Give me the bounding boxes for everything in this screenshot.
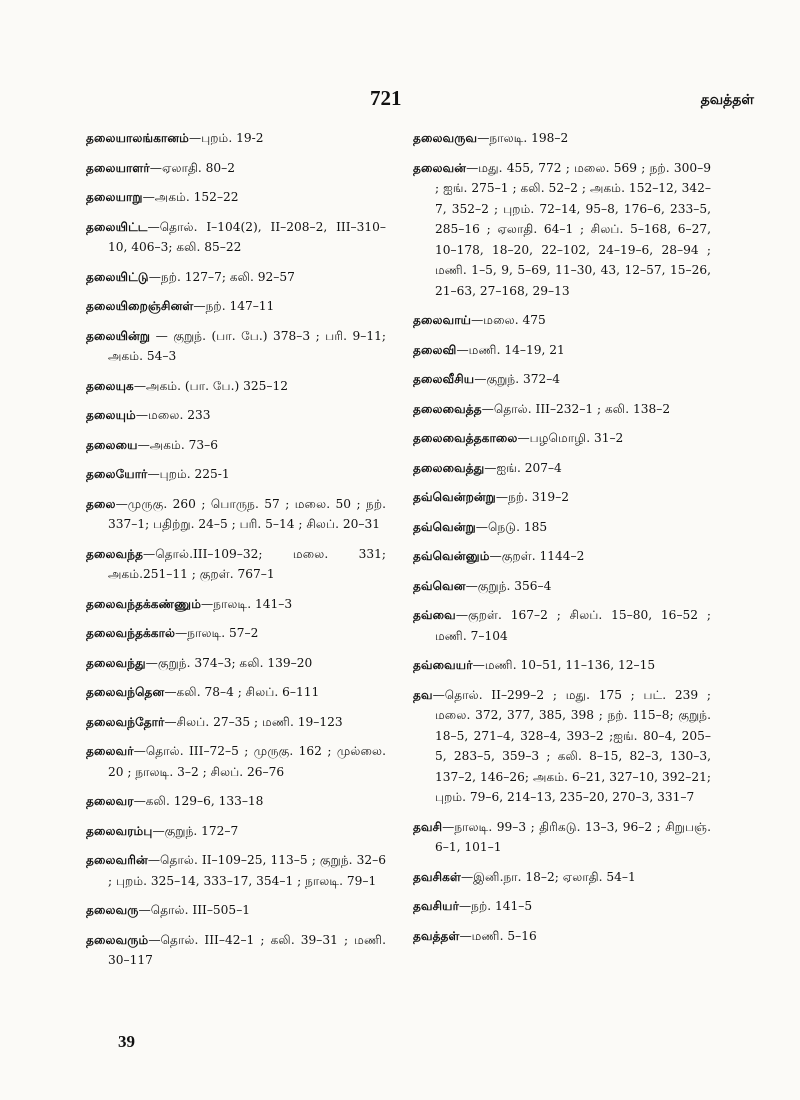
index-entry xyxy=(413,817,711,858)
entry-references: —நற். 319–2 xyxy=(495,490,570,504)
entry-references: —தொல். III–232–1 ; கலி. 138–2 xyxy=(481,401,671,416)
entry-references: —மணி. 14–19, 21 xyxy=(456,342,565,357)
index-entry xyxy=(413,926,711,947)
entry-headword: தலையாளர் xyxy=(86,160,150,175)
entry-references: —தொல். III–72–5 ; முருகு. 162 ; முல்லை. 20 ; நாலடி. 3–2 ; சிலப். 26–76 xyxy=(108,744,386,779)
entry-references: —அகம். 73–6 xyxy=(137,437,219,452)
index-entry xyxy=(413,867,711,888)
index-entry xyxy=(413,517,711,538)
entry-references: —மது. 455, 772 ; மலை. 569 ; நற். 300–9 ; ஐங். 275–1 ; கலி. 52–2 ; அகம். 152–12, 342–7, 352–2 ; புறம். 72–14, 95–8, 176–6, 233–5, 285–16 ; ஏலாதி. 64–1 ; சிலப். 5–168, 6–27, 10–178, 18–20, 22–102, 24–19–6, 28–94 ; மணி. 1–5, 9, 5–69, 11–30, 43, 12–57, 15–26, 21–63, 27–168, 29–13 xyxy=(435,160,711,298)
entry-headword: தவசியர் xyxy=(413,899,459,913)
entry-headword: தவத்தள் xyxy=(413,928,460,943)
index-entry xyxy=(413,896,711,917)
entry-headword: தலைவீசிய xyxy=(413,372,475,386)
entry-headword: தலையாறு xyxy=(86,190,143,204)
entry-references: —நற். 141–5 xyxy=(458,899,533,913)
entry-references: —குறள். 167–2 ; சிலப். 15–80, 16–52 ; மணி. 7–104 xyxy=(435,608,711,643)
entry-references: —மணி. 5–16 xyxy=(459,928,537,943)
entry-headword: தவ்வையர் xyxy=(413,658,473,672)
index-entry xyxy=(413,546,711,567)
index-entry xyxy=(86,405,386,426)
index-entry xyxy=(413,158,711,302)
entry-references: —நாலடி. 57–2 xyxy=(175,626,259,640)
index-entry xyxy=(413,399,711,420)
entry-headword: தலையை xyxy=(86,437,138,452)
entry-references: —முருகு. 260 ; பொருந. 57 ; மலை. 50 ; நற். 337–1; பதிற்று. 24–5 ; பரி. 5–14 ; சிலப். 20–31 xyxy=(108,496,386,531)
entry-headword: தவ்வென்றன்று xyxy=(413,490,496,504)
signature-mark: 39 xyxy=(118,1032,135,1051)
index-entry xyxy=(86,128,386,149)
entry-headword: தவசி xyxy=(413,819,443,834)
index-entry xyxy=(86,712,386,733)
entry-headword: தலைவர் xyxy=(86,744,134,758)
right-column xyxy=(413,128,711,955)
entry-references: —தொல். III–505–1 xyxy=(138,903,251,917)
index-entry xyxy=(413,128,711,149)
entry-references: —நெடு. 185 xyxy=(475,519,548,534)
entry-references: —புறம். 225-1 xyxy=(147,467,230,481)
index-entry xyxy=(86,623,386,644)
index-entry xyxy=(413,458,711,479)
index-entry xyxy=(86,682,386,703)
entry-headword: தலையின்று xyxy=(86,328,151,343)
entry-headword: தலைவைத்து xyxy=(413,460,485,475)
entry-headword: தலைவைத்த xyxy=(413,401,482,416)
entry-references: —தொல். II–109–25, 113–5 ; குறுந். 32–6 ; புறம். 325–14, 333–17, 354–1 ; நாலடி. 79–1 xyxy=(108,853,386,888)
entry-headword: தலைவரின் xyxy=(86,853,148,867)
entry-headword: தலைவரம்பு xyxy=(86,823,153,838)
entry-headword: தலையுக xyxy=(86,378,134,393)
entry-headword: தலைவைத்தகாலை xyxy=(413,431,518,445)
index-entry xyxy=(413,685,711,808)
entry-references: —புறம். 19-2 xyxy=(189,131,264,145)
index-entry xyxy=(86,594,386,615)
index-entry xyxy=(86,741,386,782)
index-entry xyxy=(86,464,386,485)
entry-headword: தலை xyxy=(86,496,116,511)
index-entry xyxy=(86,653,386,674)
entry-references: —தொல். I–104(2), II–208–2, III–310–10, 406–3; கலி. 85–22 xyxy=(108,219,386,254)
entry-headword: தவ்வென்று xyxy=(413,519,476,534)
left-column xyxy=(86,128,386,980)
entry-references: —தொல்.III–109–32; மலை. 331; அகம்.251–11 ; குறள். 767–1 xyxy=(108,546,386,581)
index-entry xyxy=(413,576,711,597)
entry-references: —மலை. 475 xyxy=(471,313,546,327)
entry-references: —கலி. 78–4 ; சிலப். 6–111 xyxy=(164,685,320,699)
entry-references: —குறுந். 372–4 xyxy=(474,372,561,386)
entry-references: —குறுந். 374–3; கலி. 139–20 xyxy=(145,655,313,670)
index-entry xyxy=(86,821,386,842)
entry-headword: தலைவர xyxy=(86,794,134,808)
entry-headword: தலைவந்தென xyxy=(86,685,165,699)
index-entry xyxy=(86,296,386,317)
entry-references: —தொல். II–299–2 ; மது. 175 ; பட். 239 ; மலை. 372, 377, 385, 398 ; நற். 115–8; குறுந். 18–5, 271–4, 328–4, 393–2 ;ஐங். 80–4, 205–5, 283–5, 359–3 ; கலி. 8–15, 82–3, 130–3, 137–2, 146–26; அகம். 6–21, 327–10, 392–21; புறம். 79–6, 214–13, 235–20, 270–3, 331–7 xyxy=(432,687,711,804)
index-entry xyxy=(86,435,386,456)
page-number: 721 xyxy=(370,86,402,110)
entry-references: —நாலடி. 198–2 xyxy=(477,131,569,145)
entry-headword: தலைவந்தோர் xyxy=(86,714,165,729)
index-entry xyxy=(413,310,711,331)
entry-headword: தலையோர் xyxy=(86,467,148,481)
entry-headword: தலைவரும் xyxy=(86,932,149,947)
entry-headword: தலைவந்தக்கால் xyxy=(86,626,176,640)
entry-references: —நற். 147–11 xyxy=(193,299,275,313)
entry-references: —இனி.நா. 18–2; ஏலாதி. 54–1 xyxy=(460,869,636,884)
entry-references: —மணி. 10–51, 11–136, 12–15 xyxy=(472,658,656,672)
entry-references: —நற். 127–7; கலி. 92–57 xyxy=(148,269,295,284)
entry-headword: தலையிறைஞ்சினள் xyxy=(86,299,194,313)
index-entry xyxy=(86,267,386,288)
entry-headword: தலையும் xyxy=(86,408,136,422)
entry-references: —குறுந். 172–7 xyxy=(152,823,239,838)
index-entry xyxy=(86,900,386,921)
index-entry xyxy=(86,326,386,367)
index-entry xyxy=(86,930,386,971)
index-entry xyxy=(86,217,386,258)
index-entry xyxy=(413,487,711,508)
entry-references: —ஏலாதி. 80–2 xyxy=(149,160,236,175)
index-entry xyxy=(86,850,386,891)
entry-references: —சிலப். 27–35 ; மணி. 19–123 xyxy=(164,714,343,729)
index-entry xyxy=(86,494,386,535)
entry-headword: தவ xyxy=(413,687,433,702)
entry-headword: தலைவந்து xyxy=(86,655,146,670)
entry-headword: தலைவாய் xyxy=(413,313,472,327)
index-entry xyxy=(413,369,711,390)
entry-headword: தவசிகள் xyxy=(413,869,461,884)
entry-references: —அகம். (பா. பே.) 325–12 xyxy=(133,378,288,393)
entry-references: —குறுந். 356–4 xyxy=(465,578,552,593)
entry-references: —அகம். 152–22 xyxy=(142,190,239,204)
entry-references: —நாலடி. 99–3 ; திரிகடு. 13–3, 96–2 ; சிறுபஞ். 6–1, 101–1 xyxy=(435,819,711,854)
index-entry xyxy=(86,158,386,179)
index-entry xyxy=(86,187,386,208)
entry-headword: தலைவரு xyxy=(86,903,139,917)
entry-headword: தலைவந்தக்கண்ணும் xyxy=(86,596,202,611)
index-entry xyxy=(86,376,386,397)
entry-headword: தவ்வென xyxy=(413,578,466,593)
entry-references: —ஐங். 207–4 xyxy=(484,460,562,475)
index-entry xyxy=(413,428,711,449)
entry-references: —பழமொழி. 31–2 xyxy=(517,431,624,445)
index-entry xyxy=(86,544,386,585)
entry-references: —நாலடி. 141–3 xyxy=(201,596,293,611)
entry-headword: தவ்வை xyxy=(413,608,456,622)
entry-headword: தலைவி xyxy=(413,342,457,357)
entry-headword: தலைவந்த xyxy=(86,546,144,561)
entry-headword: தலையிட்ட xyxy=(86,219,148,234)
entry-references: —மலை. 233 xyxy=(135,408,211,422)
entry-references: — குறுந். (பா. பே.) 378–3 ; பரி. 9–11; அகம். 54–3 xyxy=(108,328,386,363)
entry-headword: தவ்வென்னும் xyxy=(413,549,490,563)
entry-headword: தலையாலங்கானம் xyxy=(86,131,189,145)
entry-references: —கலி. 129–6, 133–18 xyxy=(133,794,264,808)
entry-headword: தலைவன் xyxy=(413,160,467,175)
index-entry xyxy=(413,340,711,361)
entry-references: —குறள். 1144–2 xyxy=(489,549,585,563)
index-entry xyxy=(413,655,711,676)
entry-headword: தலைவருவ xyxy=(413,131,478,145)
index-entry xyxy=(413,605,711,646)
entry-headword: தலையிட்டு xyxy=(86,269,149,284)
entry-references: —தொல். III–42–1 ; கலி. 39–31 ; மணி. 30–117 xyxy=(108,932,386,967)
running-head: தவத்தள் xyxy=(700,92,754,108)
index-entry xyxy=(86,791,386,812)
